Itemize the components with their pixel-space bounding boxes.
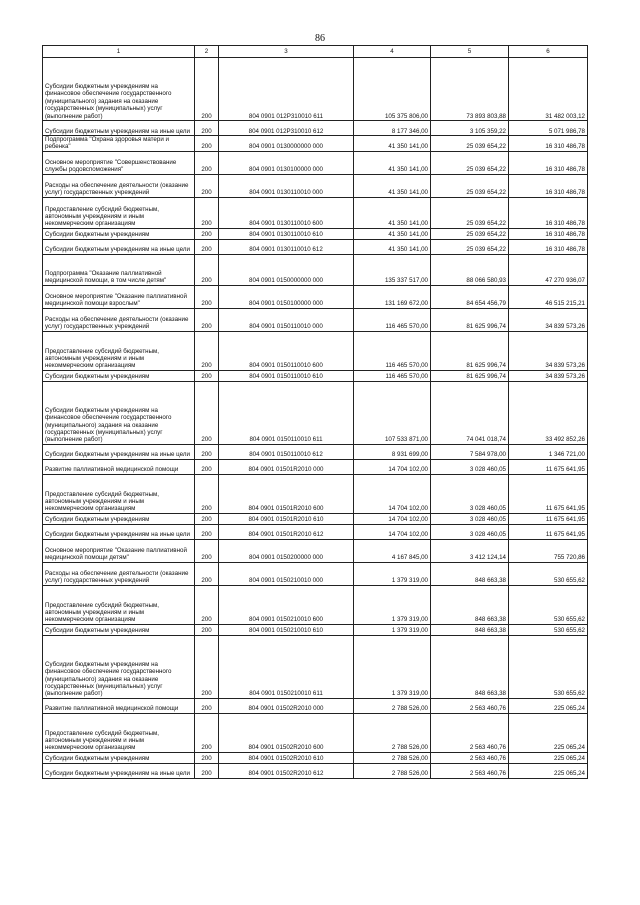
approved-amount-cell: 41 350 141,00 (354, 239, 431, 254)
table-row (43, 239, 588, 254)
header-cell: 3 (219, 46, 354, 58)
approved-amount-cell: 1 379 319,00 (354, 624, 431, 635)
approved-amount-cell: 116 465 570,00 (354, 370, 431, 381)
remainder-amount-cell: 16 310 486,78 (509, 151, 588, 174)
executed-amount-cell: 25 039 654,22 (431, 136, 509, 152)
classification-code-cell: 804 0901 01502R2010 600 (219, 713, 354, 752)
header-cell: 2 (195, 46, 219, 58)
executed-amount-cell: 2 563 460,76 (431, 752, 509, 763)
table-row (43, 58, 588, 121)
item-name-cell: Предоставление субсидий бюджетным, автономным учреждениям и иным некоммерческим организациям (43, 197, 195, 228)
executed-amount-cell: 848 663,38 (431, 585, 509, 624)
executed-amount-cell: 88 066 580,93 (431, 254, 509, 285)
item-name-cell: Субсидии бюджетным учреждениям на иные цели (43, 524, 195, 539)
remainder-amount-cell: 16 310 486,78 (509, 239, 588, 254)
classification-code-cell: 804 0901 0150110010 612 (219, 444, 354, 459)
grbs-cell: 200 (195, 585, 219, 624)
item-name-cell: Расходы на обеспечение деятельности (оказание услуг) государственных учреждений (43, 174, 195, 197)
remainder-amount-cell: 11 675 641,95 (509, 474, 588, 513)
classification-code-cell: 804 0901 0130110010 000 (219, 174, 354, 197)
grbs-cell: 200 (195, 254, 219, 285)
item-name-cell: Субсидии бюджетным учреждениям на иные цели (43, 763, 195, 778)
item-name-cell: Субсидии бюджетным учреждениям (43, 228, 195, 239)
table-row (43, 474, 588, 513)
approved-amount-cell: 131 169 672,00 (354, 285, 431, 308)
item-name-cell: Субсидии бюджетным учреждениям на иные цели (43, 444, 195, 459)
grbs-cell: 200 (195, 474, 219, 513)
executed-amount-cell: 81 625 996,74 (431, 370, 509, 381)
remainder-amount-cell: 11 675 641,95 (509, 513, 588, 524)
item-name-cell: Развитие паллиативной медицинской помощи (43, 698, 195, 713)
executed-amount-cell: 3 028 460,05 (431, 459, 509, 474)
approved-amount-cell: 107 533 871,00 (354, 381, 431, 444)
grbs-cell: 200 (195, 752, 219, 763)
grbs-cell: 200 (195, 713, 219, 752)
classification-code-cell: 804 0901 0150000000 000 (219, 254, 354, 285)
executed-amount-cell: 25 039 654,22 (431, 197, 509, 228)
remainder-amount-cell: 47 270 936,07 (509, 254, 588, 285)
table-row (43, 524, 588, 539)
remainder-amount-cell: 530 655,62 (509, 585, 588, 624)
table-row (43, 752, 588, 763)
classification-code-cell: 804 0901 0150110010 000 (219, 308, 354, 331)
remainder-amount-cell: 11 675 641,95 (509, 524, 588, 539)
approved-amount-cell: 4 167 845,00 (354, 539, 431, 562)
approved-amount-cell: 14 704 102,00 (354, 474, 431, 513)
item-name-cell: Субсидии бюджетным учреждениям (43, 624, 195, 635)
item-name-cell: Предоставление субсидий бюджетным, автономным учреждениям и иным некоммерческим организациям (43, 474, 195, 513)
item-name-cell: Субсидии бюджетным учреждениям на иные цели (43, 239, 195, 254)
remainder-amount-cell: 34 839 573,26 (509, 370, 588, 381)
executed-amount-cell: 25 039 654,22 (431, 239, 509, 254)
remainder-amount-cell: 31 482 003,12 (509, 58, 588, 121)
classification-code-cell: 804 0901 0150210010 611 (219, 635, 354, 698)
grbs-cell: 200 (195, 459, 219, 474)
item-name-cell: Подпрограмма "Оказание паллиативной медицинской помощи, в том числе детям" (43, 254, 195, 285)
item-name-cell: Основное мероприятие "Оказание паллиативной медицинской помощи взрослым" (43, 285, 195, 308)
table-row (43, 121, 588, 136)
grbs-cell: 200 (195, 513, 219, 524)
table-row (43, 513, 588, 524)
item-name-cell: Развитие паллиативной медицинской помощи (43, 459, 195, 474)
remainder-amount-cell: 16 310 486,78 (509, 197, 588, 228)
grbs-cell: 200 (195, 539, 219, 562)
item-name-cell: Предоставление субсидий бюджетным, автономным учреждениям и иным некоммерческим организациям (43, 585, 195, 624)
classification-code-cell: 804 0901 01501R2010 610 (219, 513, 354, 524)
table-row (43, 285, 588, 308)
executed-amount-cell: 2 563 460,76 (431, 763, 509, 778)
executed-amount-cell: 81 625 996,74 (431, 331, 509, 370)
classification-code-cell: 804 0901 01502R2010 612 (219, 763, 354, 778)
table-row (43, 624, 588, 635)
header-cell: 5 (431, 46, 509, 58)
table-row (43, 763, 588, 778)
remainder-amount-cell: 530 655,62 (509, 635, 588, 698)
table-row (43, 331, 588, 370)
remainder-amount-cell: 225 065,24 (509, 713, 588, 752)
approved-amount-cell: 14 704 102,00 (354, 513, 431, 524)
header-cell: 6 (509, 46, 588, 58)
item-name-cell: Субсидии бюджетным учреждениям на финансовое обеспечение государственного (муниципального) задания на оказание государственных (муниципальных) услуг (выполнение работ) (43, 381, 195, 444)
classification-code-cell: 804 0901 0130110010 610 (219, 228, 354, 239)
grbs-cell: 200 (195, 444, 219, 459)
remainder-amount-cell: 16 310 486,78 (509, 174, 588, 197)
header-row (43, 46, 588, 58)
classification-code-cell: 804 0901 012P310010 611 (219, 58, 354, 121)
remainder-amount-cell: 530 655,62 (509, 562, 588, 585)
grbs-cell: 200 (195, 121, 219, 136)
header-cell: 4 (354, 46, 431, 58)
approved-amount-cell: 1 379 319,00 (354, 635, 431, 698)
remainder-amount-cell: 1 346 721,00 (509, 444, 588, 459)
grbs-cell: 200 (195, 308, 219, 331)
executed-amount-cell: 84 654 456,79 (431, 285, 509, 308)
executed-amount-cell: 848 663,38 (431, 624, 509, 635)
item-name-cell: Предоставление субсидий бюджетным, автономным учреждениям и иным некоммерческим организациям (43, 713, 195, 752)
remainder-amount-cell: 34 839 573,26 (509, 308, 588, 331)
table-row (43, 308, 588, 331)
table-row (43, 539, 588, 562)
executed-amount-cell: 2 563 460,76 (431, 713, 509, 752)
classification-code-cell: 804 0901 0150110010 600 (219, 331, 354, 370)
classification-code-cell: 804 0901 0150100000 000 (219, 285, 354, 308)
classification-code-cell: 804 0901 0130000000 000 (219, 136, 354, 152)
approved-amount-cell: 2 788 526,00 (354, 698, 431, 713)
approved-amount-cell: 41 350 141,00 (354, 151, 431, 174)
item-name-cell: Основное мероприятие "Совершенствование службы родовспоможения" (43, 151, 195, 174)
remainder-amount-cell: 16 310 486,78 (509, 136, 588, 152)
classification-code-cell: 804 0901 0150210010 610 (219, 624, 354, 635)
item-name-cell: Субсидии бюджетным учреждениям (43, 513, 195, 524)
table-row (43, 562, 588, 585)
table-row (43, 698, 588, 713)
approved-amount-cell: 41 350 141,00 (354, 197, 431, 228)
classification-code-cell: 804 0901 0150110010 611 (219, 381, 354, 444)
header-cell: 1 (43, 46, 195, 58)
classification-code-cell: 804 0901 0150110010 610 (219, 370, 354, 381)
grbs-cell: 200 (195, 635, 219, 698)
executed-amount-cell: 3 105 359,22 (431, 121, 509, 136)
table-row (43, 197, 588, 228)
remainder-amount-cell: 16 310 486,78 (509, 228, 588, 239)
table-row (43, 444, 588, 459)
grbs-cell: 200 (195, 228, 219, 239)
classification-code-cell: 804 0901 0130110010 600 (219, 197, 354, 228)
classification-code-cell: 804 0901 0150210010 000 (219, 562, 354, 585)
table-row (43, 151, 588, 174)
approved-amount-cell: 1 379 319,00 (354, 562, 431, 585)
remainder-amount-cell: 34 839 573,26 (509, 331, 588, 370)
classification-code-cell: 804 0901 0130100000 000 (219, 151, 354, 174)
executed-amount-cell: 7 584 978,00 (431, 444, 509, 459)
approved-amount-cell: 14 704 102,00 (354, 459, 431, 474)
executed-amount-cell: 25 039 654,22 (431, 228, 509, 239)
remainder-amount-cell: 5 071 986,78 (509, 121, 588, 136)
item-name-cell: Подпрограмма "Охрана здоровья матери и ребенка" (43, 136, 195, 152)
table-row (43, 381, 588, 444)
approved-amount-cell: 2 788 526,00 (354, 763, 431, 778)
executed-amount-cell: 3 028 460,05 (431, 474, 509, 513)
grbs-cell: 200 (195, 763, 219, 778)
grbs-cell: 200 (195, 381, 219, 444)
approved-amount-cell: 41 350 141,00 (354, 136, 431, 152)
executed-amount-cell: 81 625 996,74 (431, 308, 509, 331)
table-row (43, 713, 588, 752)
approved-amount-cell: 135 337 517,00 (354, 254, 431, 285)
table-row (43, 459, 588, 474)
table-row (43, 635, 588, 698)
approved-amount-cell: 116 465 570,00 (354, 308, 431, 331)
grbs-cell: 200 (195, 624, 219, 635)
table-row (43, 585, 588, 624)
classification-code-cell: 804 0901 01501R2010 000 (219, 459, 354, 474)
classification-code-cell: 804 0901 0150200000 000 (219, 539, 354, 562)
remainder-amount-cell: 33 492 852,26 (509, 381, 588, 444)
grbs-cell: 200 (195, 285, 219, 308)
executed-amount-cell: 73 893 803,88 (431, 58, 509, 121)
grbs-cell: 200 (195, 239, 219, 254)
classification-code-cell: 804 0901 01502R2010 610 (219, 752, 354, 763)
remainder-amount-cell: 225 065,24 (509, 763, 588, 778)
approved-amount-cell: 116 465 570,00 (354, 331, 431, 370)
executed-amount-cell: 25 039 654,22 (431, 151, 509, 174)
item-name-cell: Расходы на обеспечение деятельности (оказание услуг) государственных учреждений (43, 562, 195, 585)
classification-code-cell: 804 0901 0150210010 600 (219, 585, 354, 624)
approved-amount-cell: 2 788 526,00 (354, 752, 431, 763)
item-name-cell: Субсидии бюджетным учреждениям (43, 370, 195, 381)
grbs-cell: 200 (195, 370, 219, 381)
item-name-cell: Предоставление субсидий бюджетным, автономным учреждениям и иным некоммерческим организациям (43, 331, 195, 370)
remainder-amount-cell: 225 065,24 (509, 698, 588, 713)
executed-amount-cell: 3 028 460,05 (431, 524, 509, 539)
table-row (43, 370, 588, 381)
classification-code-cell: 804 0901 01502R2010 000 (219, 698, 354, 713)
item-name-cell: Субсидии бюджетным учреждениям на иные цели (43, 121, 195, 136)
grbs-cell: 200 (195, 698, 219, 713)
grbs-cell: 200 (195, 58, 219, 121)
grbs-cell: 200 (195, 136, 219, 152)
item-name-cell: Субсидии бюджетным учреждениям на финансовое обеспечение государственного (муниципального) задания на оказание государственных (муниципальных) услуг (выполнение работ) (43, 635, 195, 698)
executed-amount-cell: 3 028 460,05 (431, 513, 509, 524)
grbs-cell: 200 (195, 151, 219, 174)
executed-amount-cell: 25 039 654,22 (431, 174, 509, 197)
remainder-amount-cell: 46 515 215,21 (509, 285, 588, 308)
approved-amount-cell: 41 350 141,00 (354, 228, 431, 239)
table-row (43, 228, 588, 239)
approved-amount-cell: 41 350 141,00 (354, 174, 431, 197)
item-name-cell: Субсидии бюджетным учреждениям на финансовое обеспечение государственного (муниципального) задания на оказание государственных (муниципальных) услуг (выполнение работ) (43, 58, 195, 121)
grbs-cell: 200 (195, 524, 219, 539)
remainder-amount-cell: 530 655,62 (509, 624, 588, 635)
item-name-cell: Субсидии бюджетным учреждениям (43, 752, 195, 763)
table-row (43, 136, 588, 152)
table-row (43, 174, 588, 197)
remainder-amount-cell: 11 675 641,95 (509, 459, 588, 474)
page-number: 86 (315, 33, 325, 44)
executed-amount-cell: 74 041 018,74 (431, 381, 509, 444)
remainder-amount-cell: 225 065,24 (509, 752, 588, 763)
executed-amount-cell: 848 663,38 (431, 562, 509, 585)
item-name-cell: Основное мероприятие "Оказание паллиативной медицинской помощи детям" (43, 539, 195, 562)
remainder-amount-cell: 755 720,86 (509, 539, 588, 562)
item-name-cell: Расходы на обеспечение деятельности (оказание услуг) государственных учреждений (43, 308, 195, 331)
approved-amount-cell: 8 931 699,00 (354, 444, 431, 459)
approved-amount-cell: 2 788 526,00 (354, 713, 431, 752)
grbs-cell: 200 (195, 174, 219, 197)
classification-code-cell: 804 0901 01501R2010 612 (219, 524, 354, 539)
grbs-cell: 200 (195, 331, 219, 370)
classification-code-cell: 804 0901 01501R2010 600 (219, 474, 354, 513)
table-row (43, 254, 588, 285)
classification-code-cell: 804 0901 0130110010 612 (219, 239, 354, 254)
grbs-cell: 200 (195, 562, 219, 585)
classification-code-cell: 804 0901 012P310010 612 (219, 121, 354, 136)
approved-amount-cell: 14 704 102,00 (354, 524, 431, 539)
budget-table (42, 45, 588, 779)
approved-amount-cell: 1 379 319,00 (354, 585, 431, 624)
executed-amount-cell: 848 663,38 (431, 635, 509, 698)
executed-amount-cell: 3 412 124,14 (431, 539, 509, 562)
grbs-cell: 200 (195, 197, 219, 228)
approved-amount-cell: 105 375 806,00 (354, 58, 431, 121)
approved-amount-cell: 8 177 346,00 (354, 121, 431, 136)
executed-amount-cell: 2 563 460,76 (431, 698, 509, 713)
